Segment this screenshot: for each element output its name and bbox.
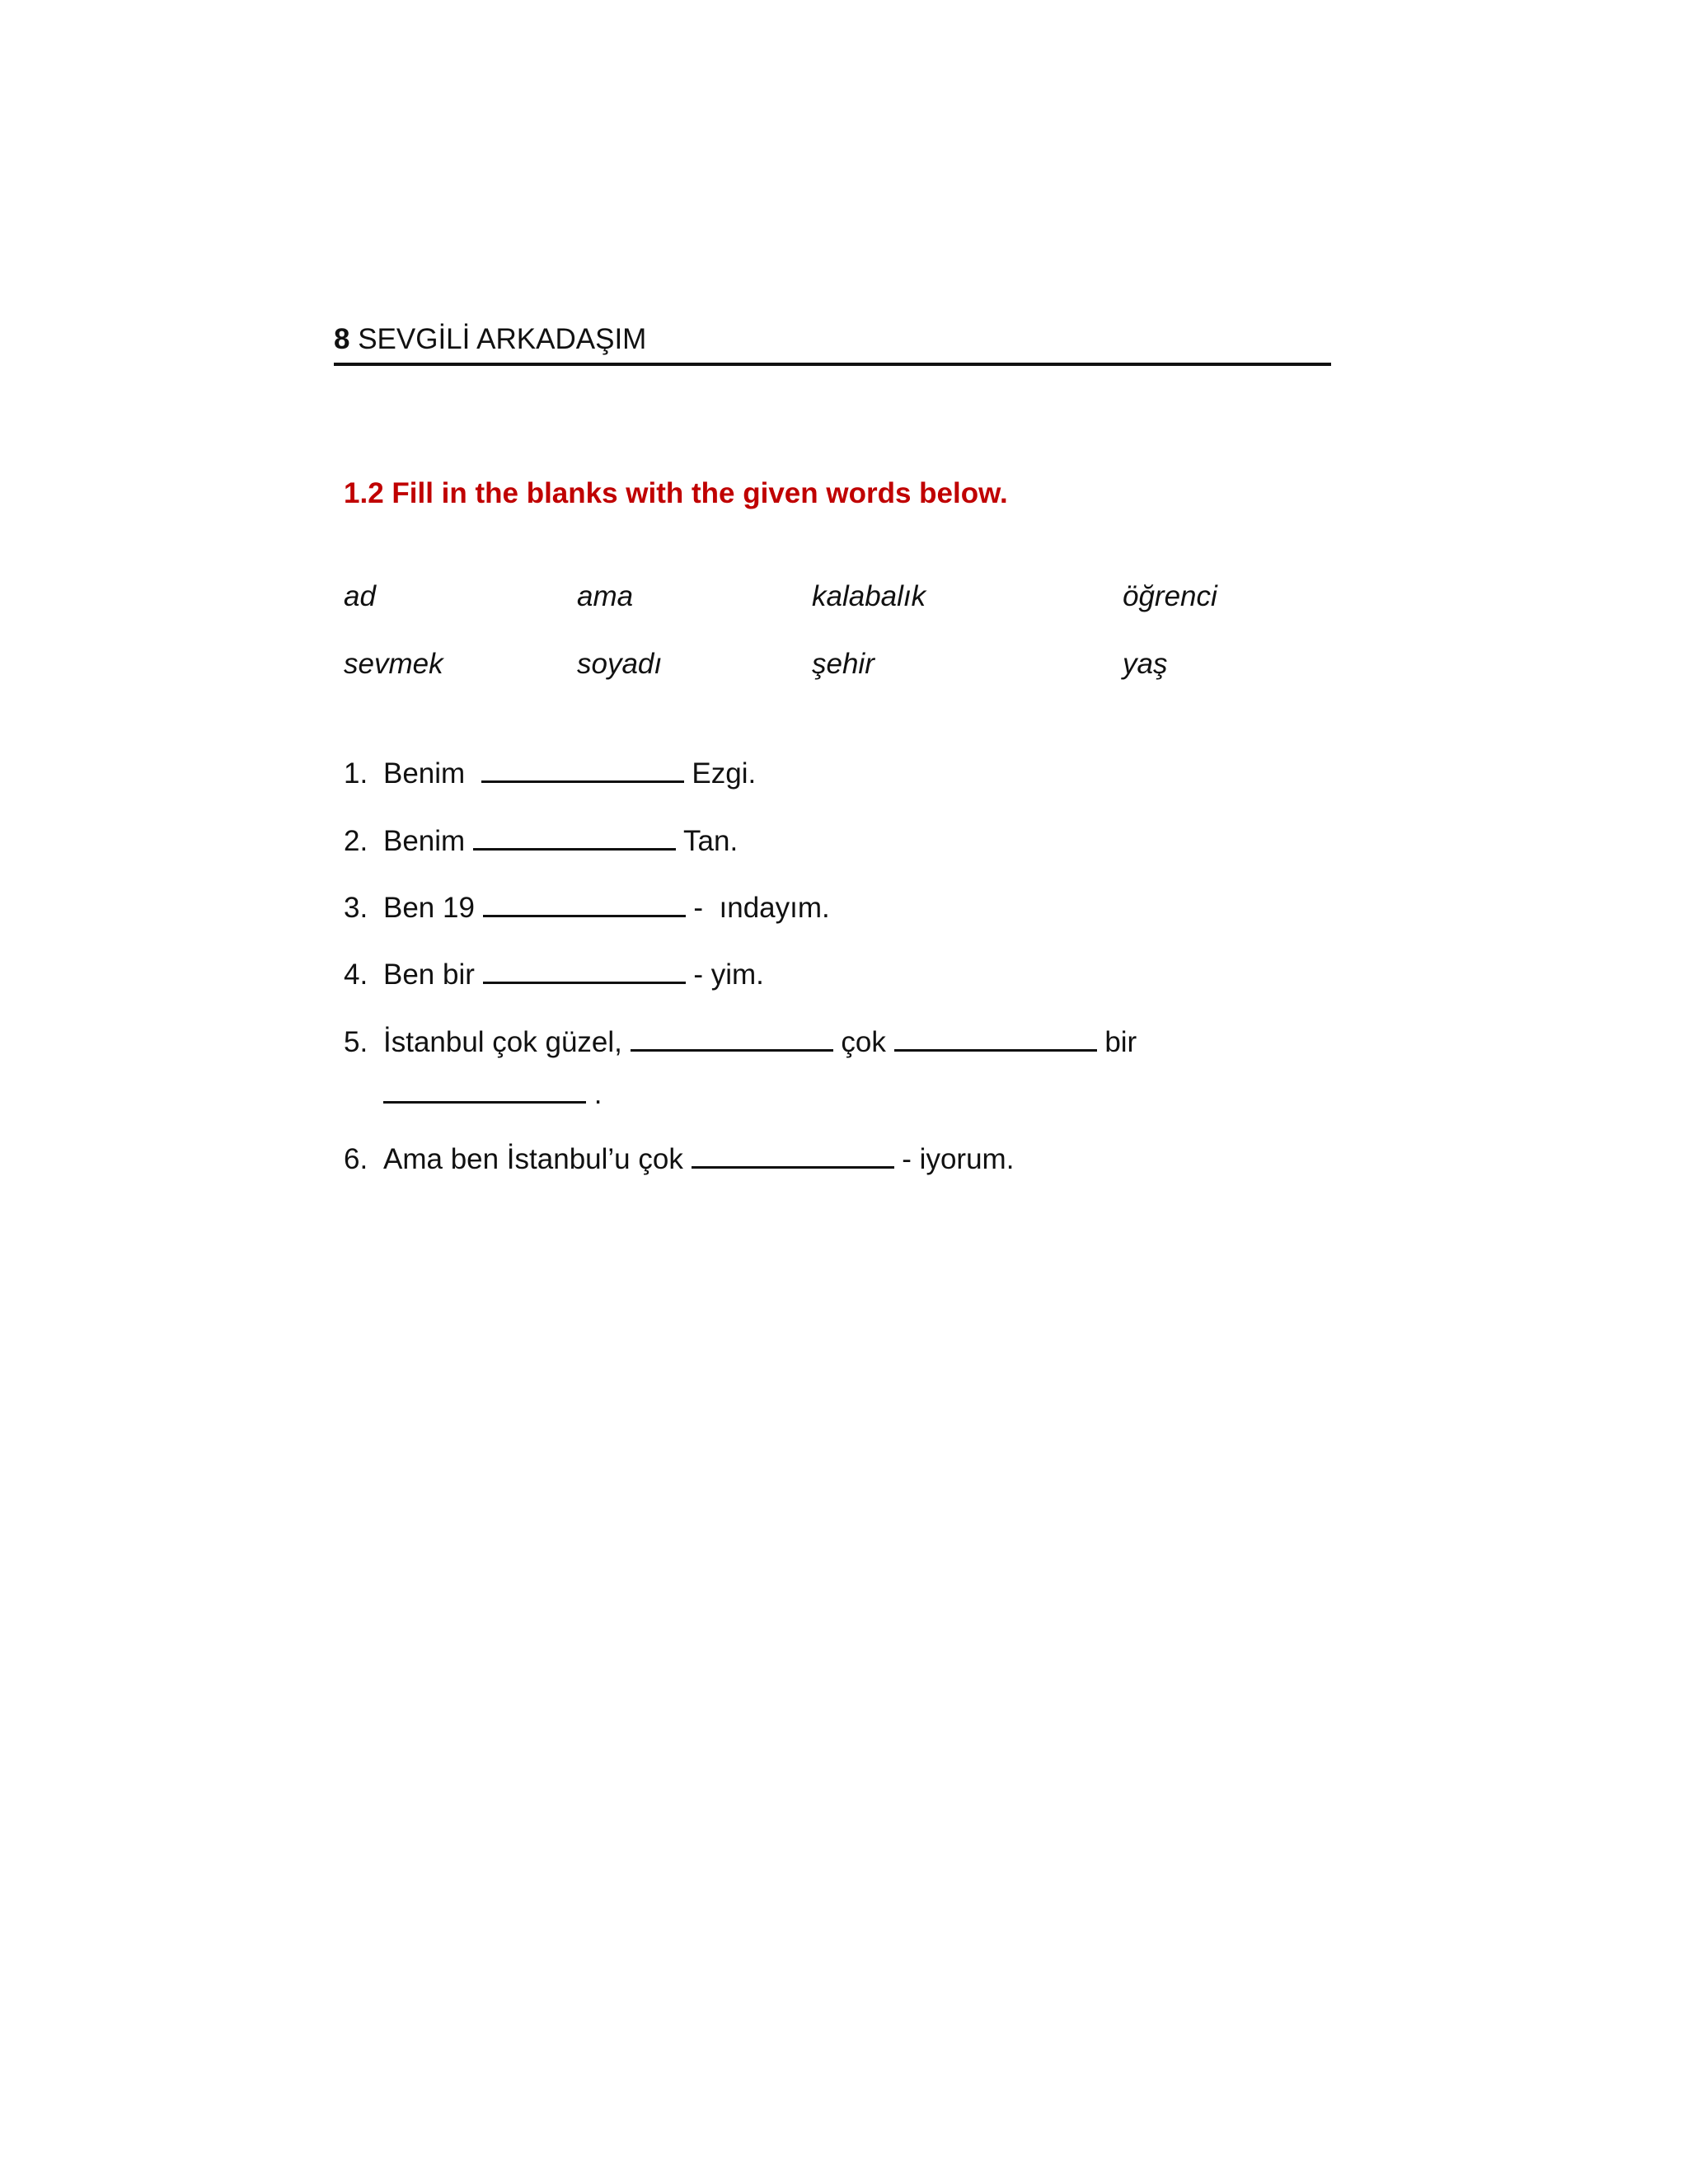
exercise-item xyxy=(344,755,756,792)
chapter-title: SEVGİLİ ARKADAŞIM xyxy=(358,323,647,355)
exercise-text-middle: çok xyxy=(841,1026,886,1058)
answer-blank[interactable] xyxy=(894,1024,1097,1052)
exercise-continuation xyxy=(383,1076,602,1113)
exercise-number: 6. xyxy=(344,1143,368,1175)
exercise-text-after: - ındayım. xyxy=(693,892,830,924)
exercise-text-before: Ben 19 xyxy=(383,892,475,924)
word-bank-item: soyadı xyxy=(577,648,663,680)
exercise-text-before: İstanbul çok güzel, xyxy=(383,1026,622,1058)
exercise-number: 3. xyxy=(344,892,368,924)
exercise-item xyxy=(344,956,764,993)
page-number: 8 xyxy=(334,323,350,355)
page-header xyxy=(334,321,1331,366)
exercise-text-before: Benim xyxy=(383,825,466,857)
exercise-text-after: Tan. xyxy=(683,825,738,857)
exercise-item xyxy=(344,823,738,860)
exercise-text-before: Ben bir xyxy=(383,958,475,991)
word-bank-item: sevmek xyxy=(344,648,443,680)
exercise-number: 5. xyxy=(344,1026,368,1058)
word-bank-item: öğrenci xyxy=(1123,580,1217,612)
exercise-item xyxy=(344,889,830,926)
word-bank-item: ad xyxy=(344,580,376,612)
word-bank-item: ama xyxy=(577,580,634,612)
exercise-number: 2. xyxy=(344,825,368,857)
answer-blank[interactable] xyxy=(483,956,686,984)
exercise-text-before: Ama ben İstanbul’u çok xyxy=(383,1143,683,1175)
answer-blank[interactable] xyxy=(383,1076,586,1104)
exercise-text-after: Ezgi. xyxy=(692,757,757,790)
exercise-number: 4. xyxy=(344,958,368,991)
exercise-text-after: - iyorum. xyxy=(902,1143,1015,1175)
answer-blank[interactable] xyxy=(473,823,676,851)
answer-blank[interactable] xyxy=(631,1024,833,1052)
answer-blank[interactable] xyxy=(483,889,686,917)
word-bank-item: şehir xyxy=(812,648,874,680)
exercise-number: 1. xyxy=(344,757,368,790)
answer-blank[interactable] xyxy=(481,755,684,783)
section-title: 1.2 Fill in the blanks with the given words below. xyxy=(344,477,1008,509)
exercise-item xyxy=(344,1141,1014,1178)
exercise-text-after: - yim. xyxy=(693,958,764,991)
exercise-item xyxy=(344,1024,1137,1061)
exercise-text-end: . xyxy=(593,1078,603,1110)
answer-blank[interactable] xyxy=(692,1141,894,1169)
exercise-text-after: bir xyxy=(1104,1026,1137,1058)
exercise-text-before: Benim xyxy=(383,757,473,790)
word-bank-item: yaş xyxy=(1123,648,1168,680)
word-bank-item: kalabalık xyxy=(812,580,926,612)
